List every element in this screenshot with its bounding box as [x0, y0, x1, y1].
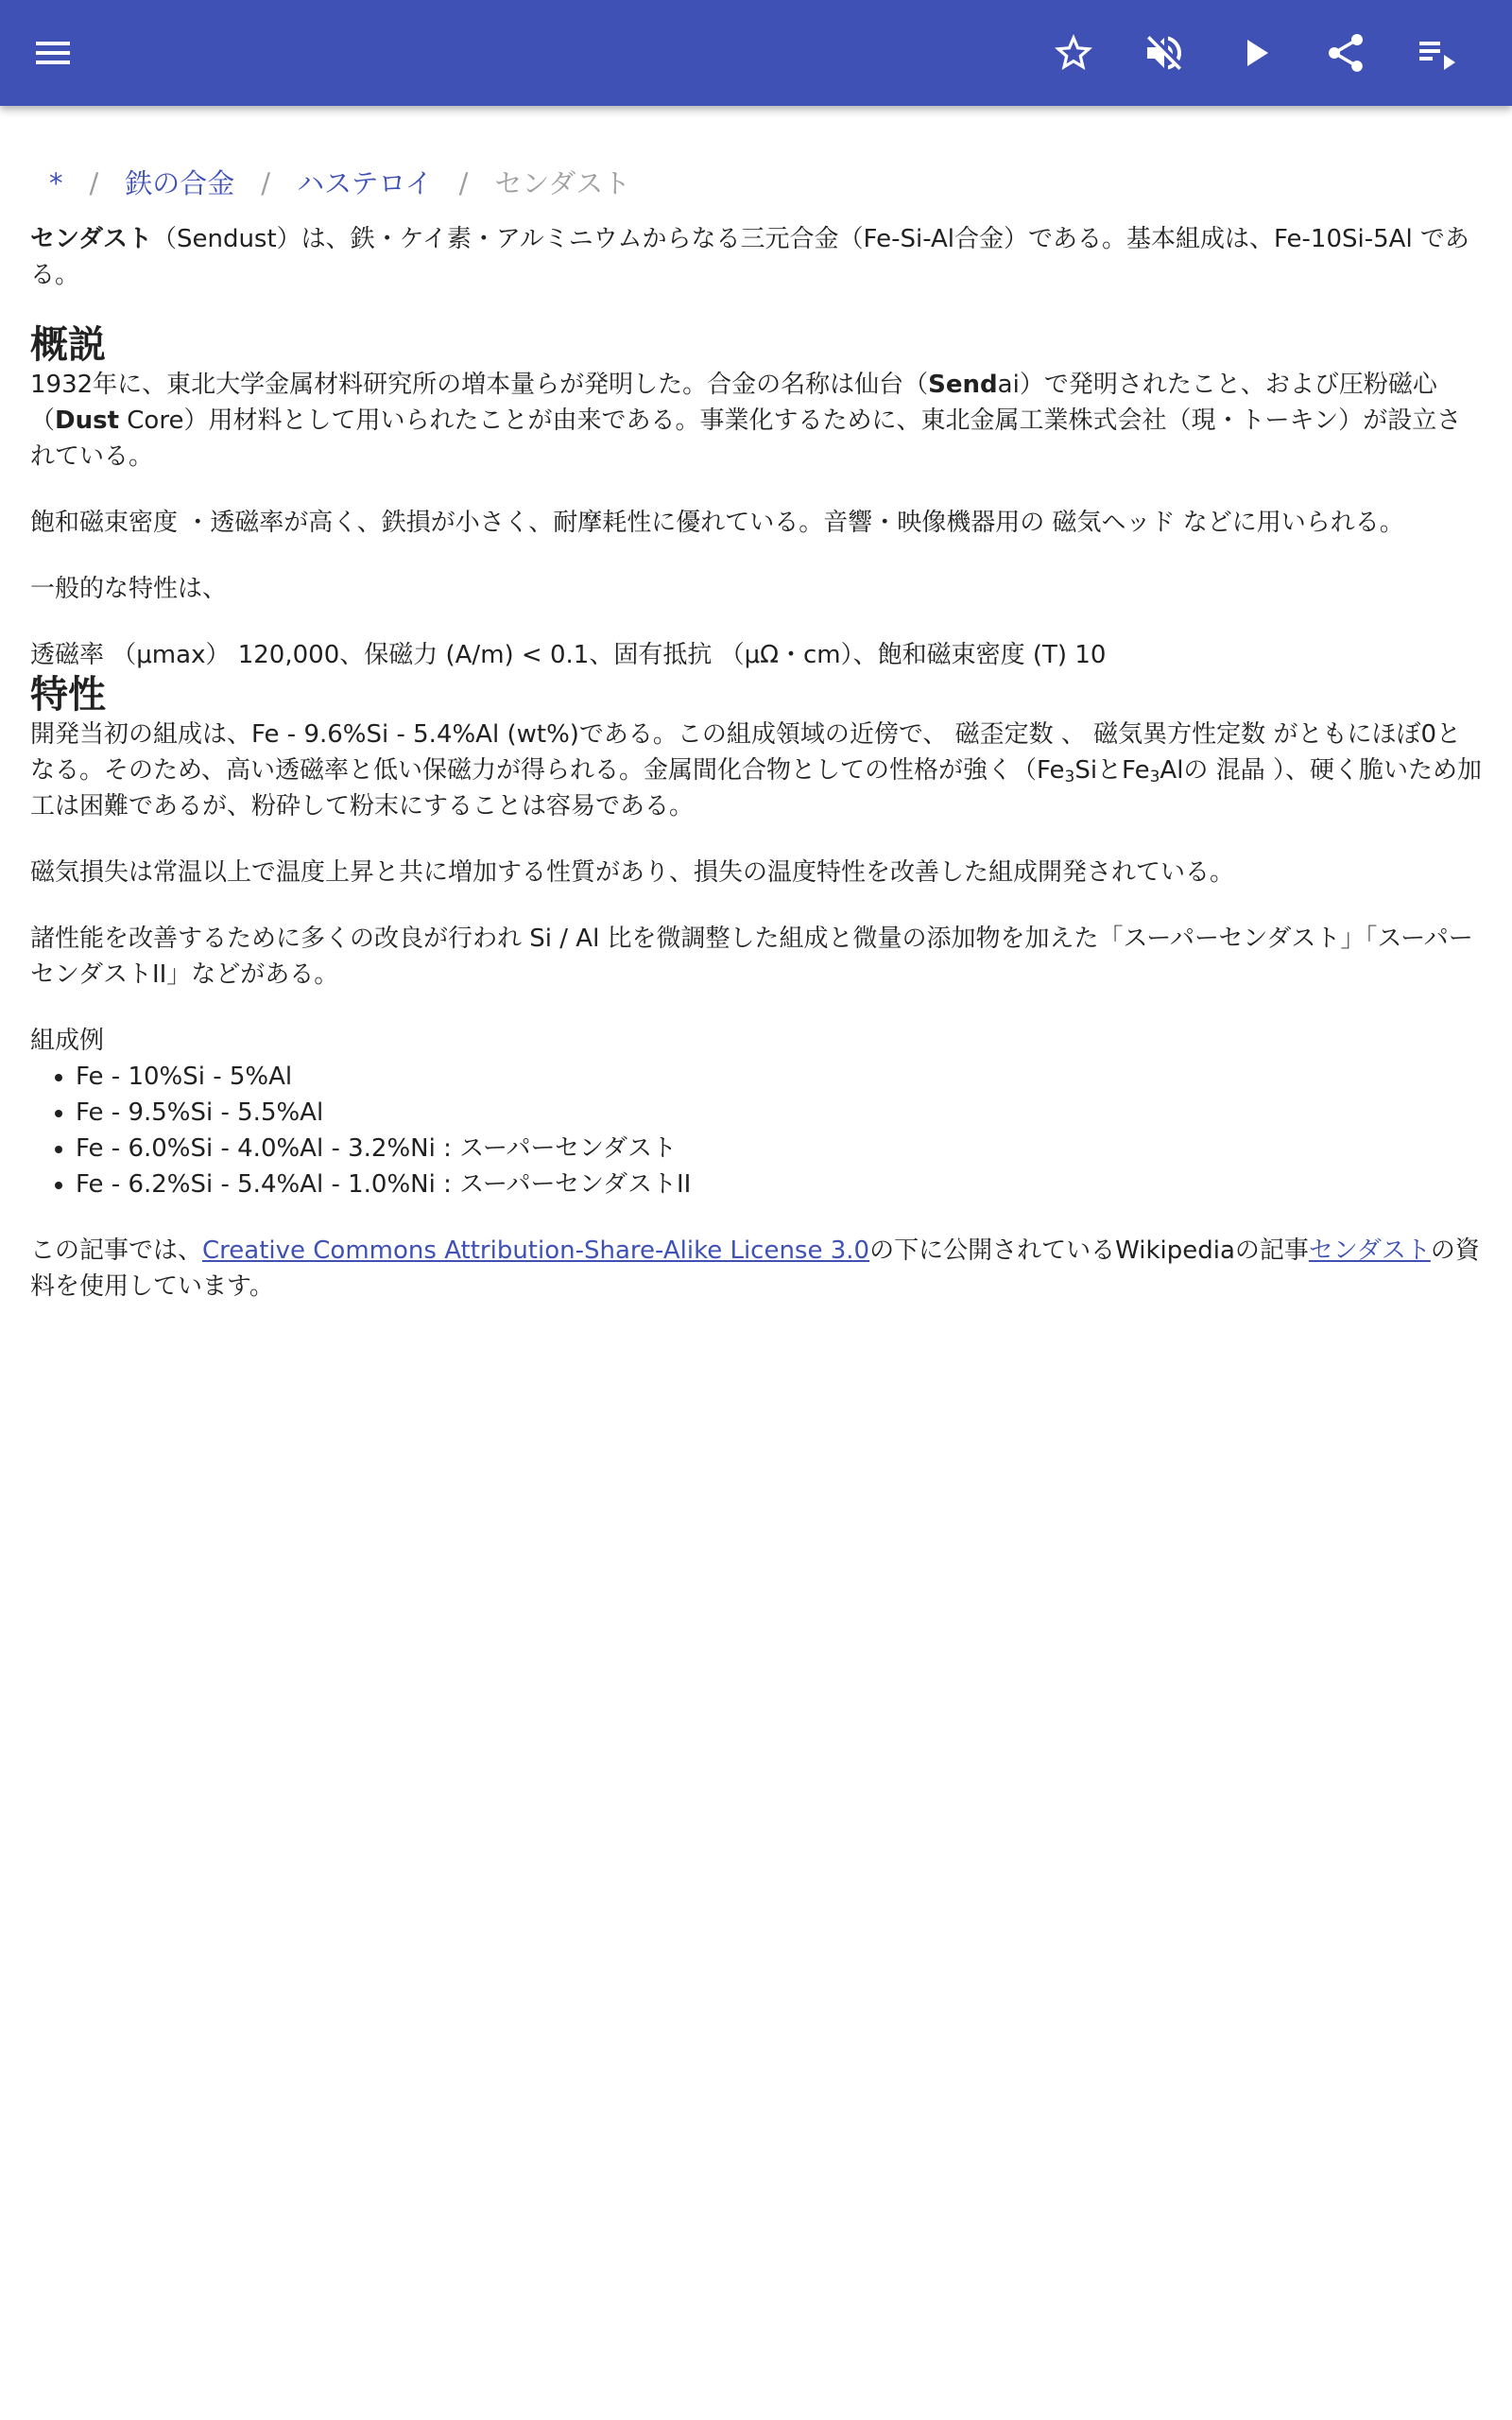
bookmark-button[interactable] [1036, 15, 1111, 91]
overview-paragraph-1 [30, 367, 1482, 475]
breadcrumb-item-hastelloy[interactable]: ハステロイ [297, 167, 433, 199]
license-paragraph [30, 1233, 1482, 1305]
properties-paragraph-1 [30, 717, 1482, 824]
playlist-icon [1414, 30, 1459, 76]
license-text: の下に公開されているWikipediaの記事 [869, 1236, 1309, 1265]
intro-paragraph [30, 221, 1482, 293]
volume-off-icon [1142, 30, 1187, 76]
properties-text: Alの 混晶 ）、硬く脆いため加工は困難であるが、粉砕して粉末にすることは容易である。 [30, 756, 1482, 821]
intro-term: センダスト [30, 225, 152, 253]
section-heading-overview: 概説 [30, 323, 106, 367]
license-text: の資料を使用しています。 [30, 1236, 1480, 1301]
overview-text: Core）用材料として用いられたことが由来である。事業化するために、東北金属工業株式会社（現・トーキン）が設立されている。 [30, 406, 1462, 471]
license-text: この記事では、 [30, 1236, 203, 1265]
overview-text: ai）で発明されたこと、および圧粉磁心（ [30, 371, 1437, 435]
overview-bold-send: Send [928, 371, 998, 399]
overview-paragraph-3: 一般的な特性は、 [30, 575, 228, 603]
license-link[interactable]: Creative Commons Attribution-Share-Alike License 3.0 [202, 1236, 870, 1265]
breadcrumb-item-iron-alloys[interactable]: 鉄の合金 [125, 167, 235, 199]
list-item: • Fe - 6.0%Si - 4.0%Al - 3.2%Ni : スーパーセンダスト [76, 1131, 1482, 1167]
examples-label: 組成例 [30, 1027, 105, 1055]
article-content [30, 151, 1482, 1335]
star-outline-icon [1051, 30, 1096, 76]
list-item: • Fe - 10%Si - 5%Al [76, 1059, 1482, 1095]
playlist-button[interactable] [1399, 15, 1474, 91]
list-item: • Fe - 9.5%Si - 5.5%Al [76, 1095, 1482, 1131]
play-icon [1232, 30, 1278, 76]
properties-paragraph-3: 諸性能を改善するために多くの改良が行われ Si / Al 比を微調整した組成と微量の添加物を加えた「スーパーセンダスト」「スーパーセンダストII」などがある。 [30, 925, 1473, 989]
properties-text: 開発当初の組成は、Fe - 9.6%Si - 5.4%Al (wt%)である。この組成領域の近傍で、 磁歪定数 、 磁気異方性定数 がともにほぼ0となる。そのため、高い透磁率と低い保磁力が得られる。金属間化合物としての性格が強く（Fe [30, 720, 1461, 785]
section-heading-properties: 特性 [30, 673, 106, 717]
overview-bold-dust: Dust [55, 406, 120, 435]
breadcrumb-current: センダスト [494, 167, 631, 199]
properties-paragraph-2: 磁気損失は常温以上で温度上昇と共に増加する性質があり、損失の温度特性を改善した組成開発されている。 [30, 858, 1235, 887]
subscript: 3 [1064, 768, 1075, 786]
intro-text: （Sendust）は、鉄・ケイ素・アルミニウムからなる三元合金（Fe-Si-Al合金）である。基本組成は、Fe-10Si-5Al である。 [30, 225, 1469, 289]
examples-list [30, 1059, 1482, 1202]
list-item: • Fe - 6.2%Si - 5.4%Al - 1.0%Ni : スーパーセンダストII [76, 1167, 1482, 1202]
wikipedia-article-link[interactable]: センダスト [1308, 1236, 1431, 1265]
overview-text: 1932年に、東北大学金属材料研究所の増本量らが発明した。合金の名称は仙台（ [30, 371, 929, 399]
mute-button[interactable] [1126, 15, 1202, 91]
breadcrumb-home[interactable]: * [49, 167, 63, 199]
breadcrumb [49, 164, 1482, 202]
properties-text: SiとFe [1074, 756, 1150, 785]
subscript: 3 [1149, 768, 1160, 786]
play-button[interactable] [1217, 15, 1293, 91]
breadcrumb-separator: / [89, 167, 99, 199]
menu-icon [30, 30, 76, 76]
breadcrumb-separator: / [458, 167, 469, 199]
share-icon [1323, 30, 1368, 76]
app-toolbar [0, 0, 1512, 106]
overview-paragraph-2: 飽和磁束密度 ・透磁率が高く、鉄損が小さく、耐摩耗性に優れている。音響・映像機器用の 磁気ヘッド などに用いられる。 [30, 509, 1404, 537]
menu-button[interactable] [15, 15, 91, 91]
share-button[interactable] [1308, 15, 1383, 91]
breadcrumb-separator: / [261, 167, 271, 199]
overview-paragraph-4: 透磁率 （μmax） 120,000、保磁力 (A/m) < 0.1、固有抵抗 （μΩ・cm）、飽和磁束密度 (T) 10 [30, 641, 1107, 669]
